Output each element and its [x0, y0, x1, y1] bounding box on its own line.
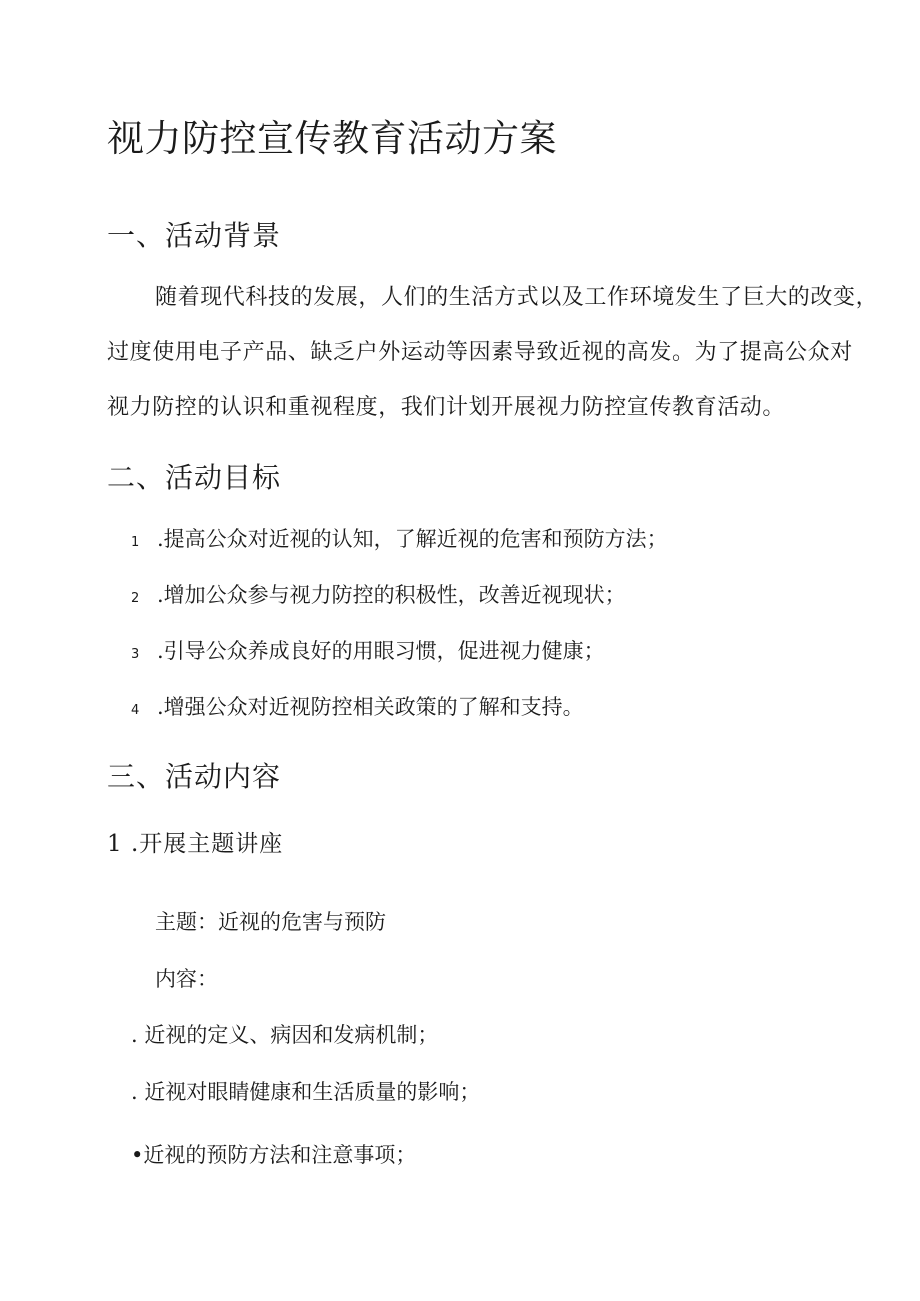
- background-line-2: 过度使用电子产品、缺乏户外运动等因素导致近视的高发。为了提高公众对: [107, 340, 853, 365]
- section-heading-background: 一、活动背景: [107, 219, 282, 252]
- section-heading-goals: 二、活动目标: [107, 461, 282, 494]
- subheading-lecture: 1 .开展主题讲座: [107, 831, 284, 857]
- goal-text: .引导公众养成良好的用眼习惯，促进视力健康；: [157, 639, 605, 663]
- goal-text: .增加公众参与视力防控的积极性，改善近视现状；: [157, 583, 626, 607]
- goal-text: .提高公众对近视的认知，了解近视的危害和预防方法；: [157, 527, 668, 551]
- lecture-topic: 主题：近视的危害与预防: [155, 910, 386, 934]
- goal-number: 1: [131, 535, 140, 550]
- lecture-bullet: •近视的预防方法和注意事项；: [131, 1143, 417, 1167]
- background-line-3: 视力防控的认识和重视程度，我们计划开展视力防控宣传教育活动。: [107, 395, 786, 420]
- goal-item: [131, 529, 668, 550]
- goal-item: [131, 585, 626, 606]
- goal-item: [131, 641, 605, 662]
- goal-item: [131, 697, 584, 718]
- background-line-1: 随着现代科技的发展，人们的生活方式以及工作环境发生了巨大的改变，: [155, 285, 879, 310]
- lecture-bullet: . 近视的定义、病因和发病机制；: [131, 1023, 439, 1047]
- section-heading-content: 三、活动内容: [107, 760, 282, 793]
- goal-number: 3: [131, 647, 140, 662]
- document-title: 视力防控宣传教育活动方案: [107, 117, 557, 160]
- goal-number: 2: [131, 591, 140, 606]
- lecture-bullet: . 近视对眼睛健康和生活质量的影响；: [131, 1080, 481, 1104]
- goal-number: 4: [131, 703, 140, 718]
- lecture-content-label: 内容：: [155, 967, 218, 991]
- goal-text: .增强公众对近视防控相关政策的了解和支持。: [157, 695, 584, 719]
